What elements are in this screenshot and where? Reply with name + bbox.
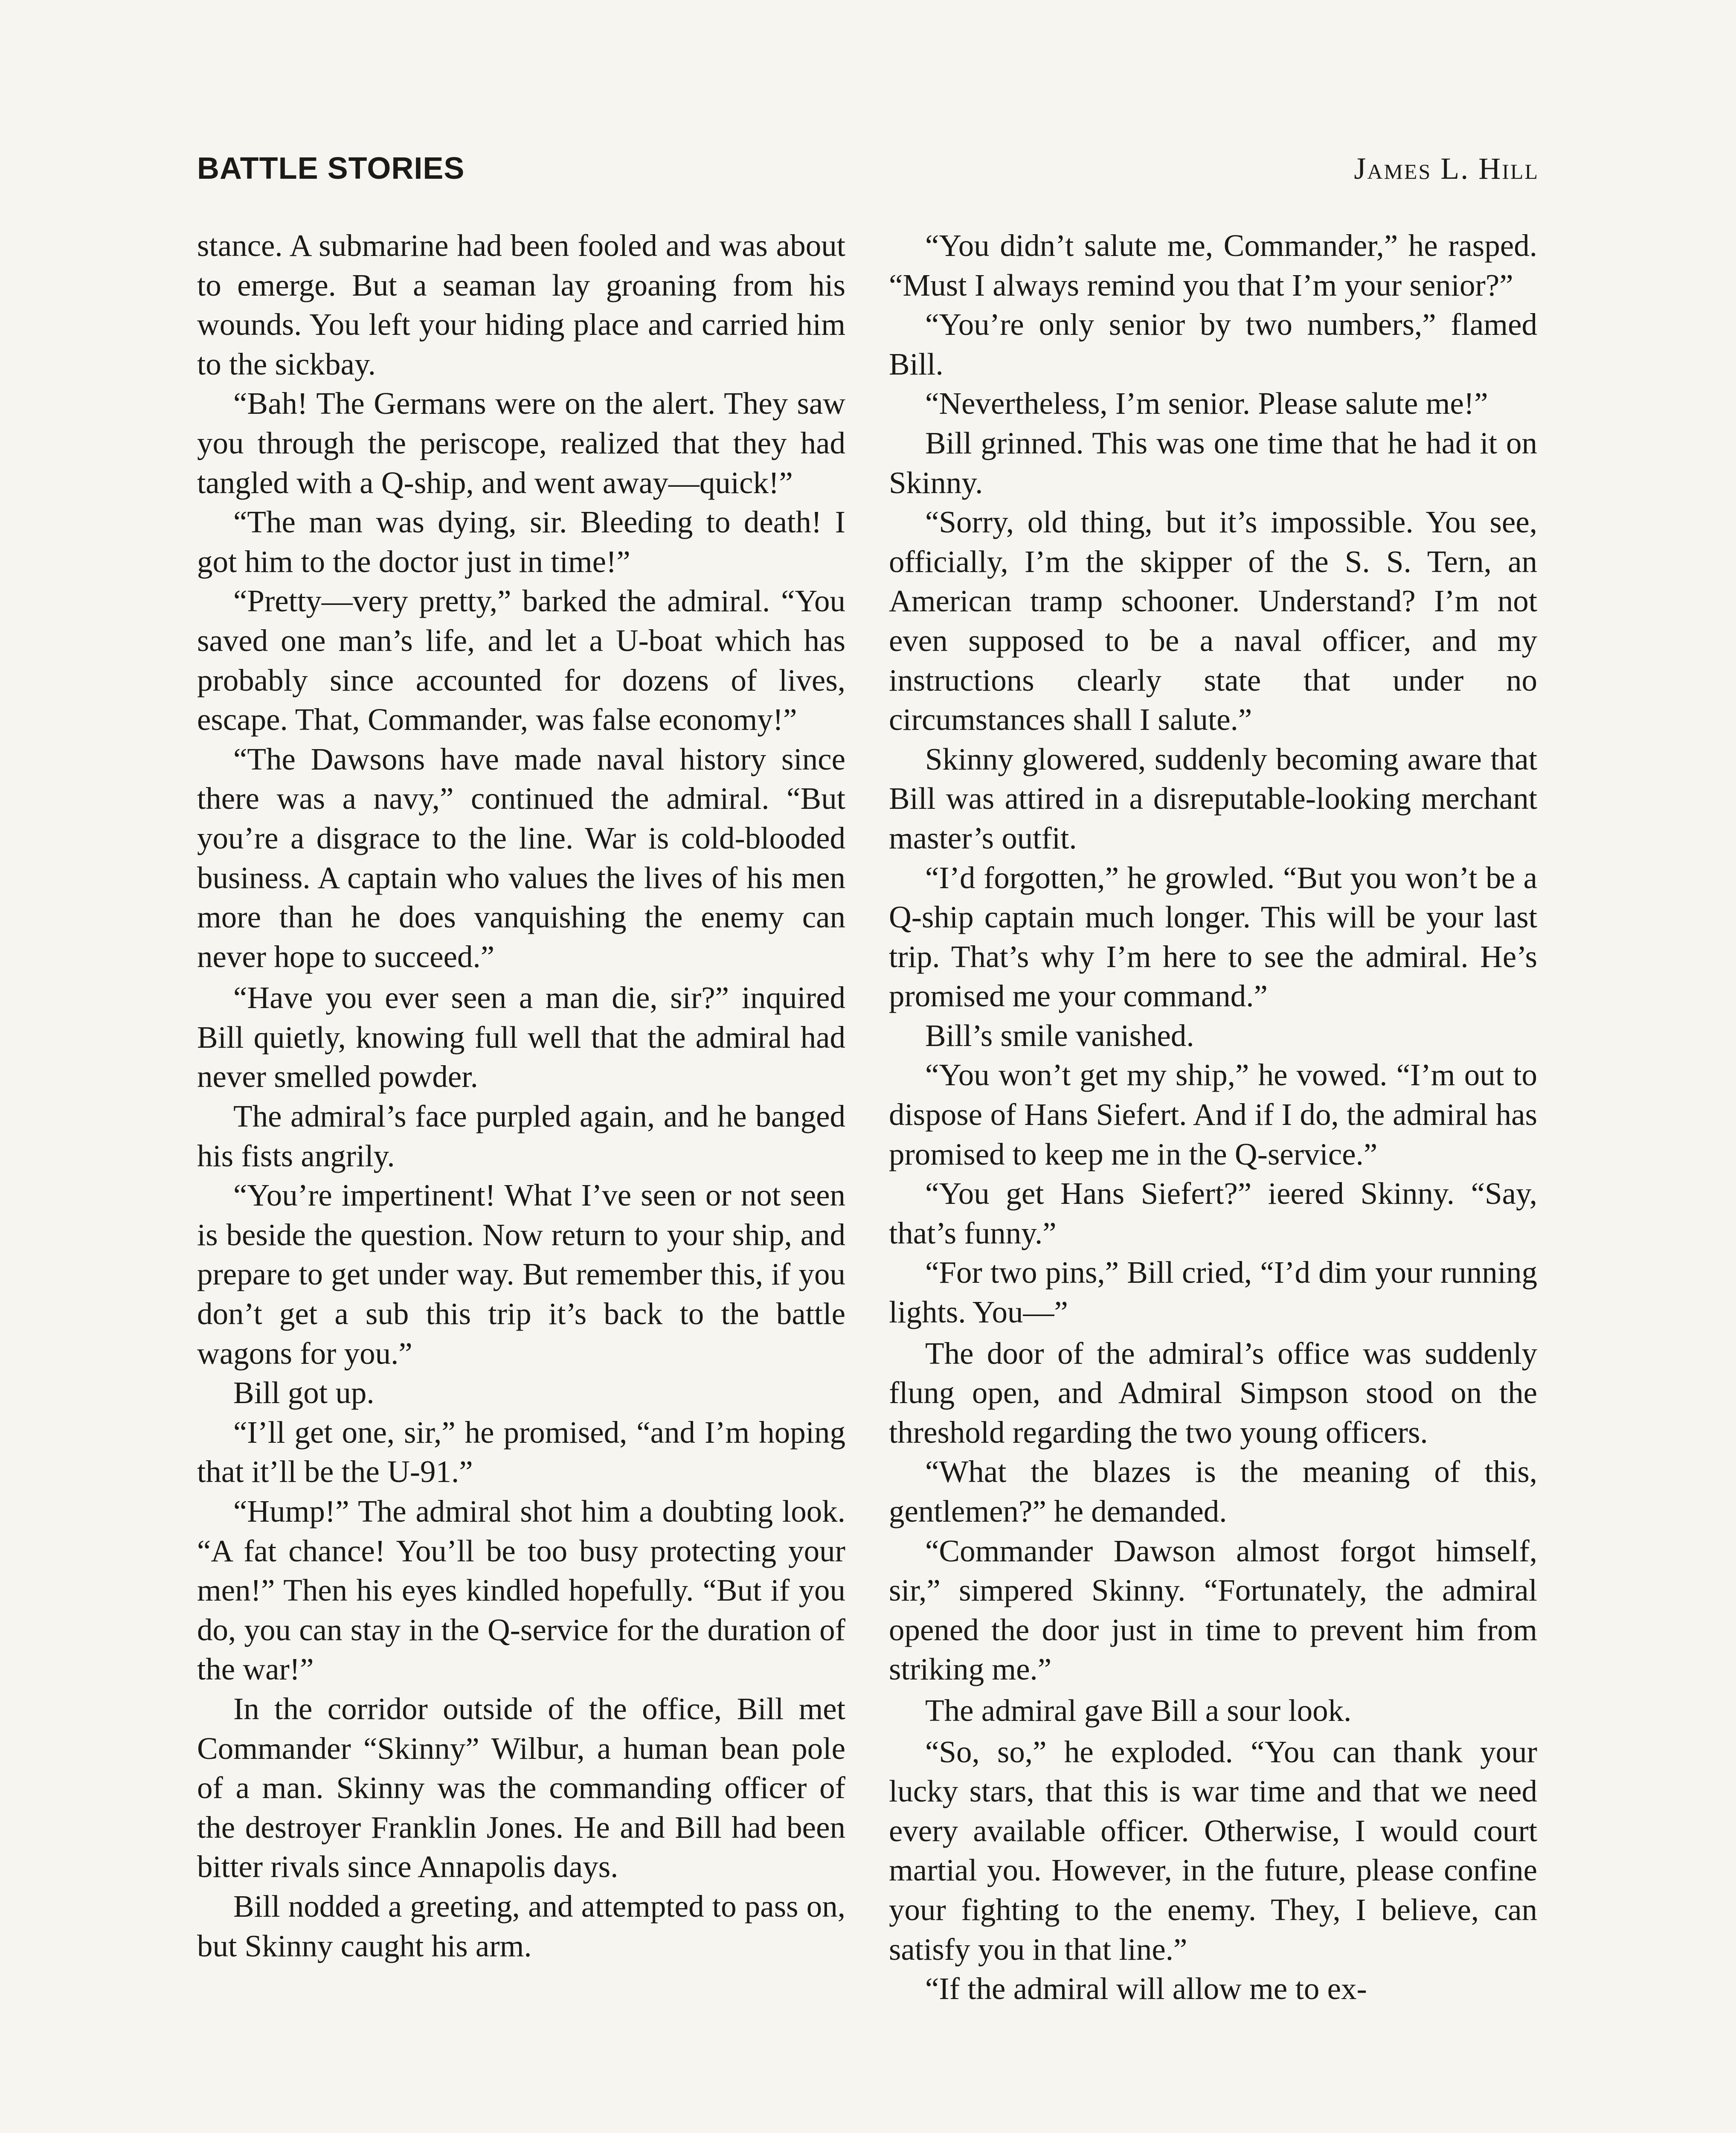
paragraph: In the corridor outside of the office, Bill met Commander “Skinny” Wilbur, a human bean pole of a man. Skinny was the commanding officer of the destroyer Franklin Jones. He and Bill had been bitter rivals since Annapolis days. — [197, 1691, 845, 1884]
paragraph: “So, so,” he exploded. “You can thank your lucky stars, that this is war time and that we need every available officer. Otherwise, I would court martial you. However, in the future, please confine your fighting to the enemy. They, I believe, can satisfy you in that line.” — [889, 1734, 1537, 1967]
paragraph: “Bah! The Germans were on the alert. They saw you through the periscope, realized that they had tangled with a Q-ship, and went away—quick!” — [197, 386, 845, 500]
left-text-column — [197, 226, 845, 1966]
running-header — [197, 145, 1539, 192]
right-text-column — [889, 226, 1537, 2009]
paragraph: The admiral’s face purpled again, and he banged his fists angrily. — [197, 1099, 845, 1173]
paragraph: The admiral gave Bill a sour look. — [925, 1693, 1352, 1728]
paragraph: “What the blazes is the meaning of this, gentlemen?” he demanded. — [889, 1454, 1537, 1529]
paragraph: “You’re impertinent! What I’ve seen or not seen is beside the question. Now return to your ship, and prepare to get under way. But remember this, if you don’t get a sub this trip it’s back to the battle wagons for you.” — [197, 1178, 845, 1371]
paragraph: The door of the admiral’s office was suddenly flung open, and Admiral Simpson stood on the threshold regarding the two young officers. — [889, 1336, 1537, 1450]
paragraph: “You’re only senior by two numbers,” flamed Bill. — [889, 307, 1537, 381]
paragraph: “You get Hans Siefert?” ieered Skinny. “Say, that’s funny.” — [889, 1176, 1537, 1250]
paragraph: “Have you ever seen a man die, sir?” inquired Bill quietly, knowing full well that the admiral had never smelled powder. — [197, 980, 845, 1094]
author-name: James L. Hill — [1354, 151, 1539, 186]
paragraph: Skinny glowered, suddenly becoming aware that Bill was attired in a disreputable-looking merchant master’s outfit. — [889, 741, 1537, 855]
paragraph: “If the admiral will allow me to ex- — [925, 1971, 1367, 2006]
paragraph: Bill’s smile vanished. — [925, 1018, 1194, 1053]
paragraph: Bill nodded a greeting, and attempted to pass on, but Skinny caught his arm. — [197, 1889, 845, 1963]
paragraph: “You won’t get my ship,” he vowed. “I’m out to dispose of Hans Siefert. And if I do, the admiral has promised to keep me in the Q-service.” — [889, 1058, 1537, 1171]
magazine-title: BATTLE STORIES — [197, 151, 465, 186]
paragraph: “Hump!” The admiral shot him a doubting look. “A fat chance! You’ll be too busy protecting your men!” Then his eyes kindled hopefully. “But if you do, you can stay in the Q-service for the duration of the war!” — [197, 1494, 845, 1687]
paragraph: “Sorry, old thing, but it’s impossible. You see, officially, I’m the skipper of the S. S. Tern, an American tramp schooner. Understand? I’m not even supposed to be a naval officer, and my instructions clearly state that under no circumstances shall I salute.” — [889, 505, 1537, 737]
paragraph: “I’d forgotten,” he growled. “But you won’t be a Q-ship captain much longer. This will be your last trip. That’s why I’m here to see the admiral. He’s promised me your command.” — [889, 860, 1537, 1014]
paragraph: “Commander Dawson almost forgot himself, sir,” simpered Skinny. “Fortunately, the admiral opened the door just in time to prevent him from striking me.” — [889, 1533, 1537, 1687]
paragraph: Bill got up. — [233, 1375, 374, 1410]
paragraph: “You didn’t salute me, Commander,” he rasped. “Must I always remind you that I’m your senior?” — [889, 228, 1537, 302]
paragraph: “The man was dying, sir. Bleeding to death! I got him to the doctor just in time!” — [197, 505, 845, 579]
paragraph: “Pretty—very pretty,” barked the admiral. “You saved one man’s life, and let a U-boat which has probably since accounted for dozens of lives, escape. That, Commander, was false economy!” — [197, 584, 845, 737]
paragraph: Bill grinned. This was one time that he had it on Skinny. — [889, 425, 1537, 500]
paragraph: “The Dawsons have made naval history since there was a navy,” continued the admiral. “But you’re a disgrace to the line. War is cold-blooded business. A captain who values the lives of his men more than he does vanquishing the enemy can never hope to succeed.” — [197, 741, 845, 974]
paragraph: “I’ll get one, sir,” he promised, “and I’m hoping that it’ll be the U-91.” — [197, 1415, 845, 1489]
paragraph: “Nevertheless, I’m senior. Please salute me!” — [925, 386, 1488, 421]
paragraph: “For two pins,” Bill cried, “I’d dim your running lights. You—” — [889, 1255, 1537, 1330]
paragraph: stance. A submarine had been fooled and was about to emerge. But a seaman lay groaning from his wounds. You left your hiding place and carried him to the sickbay. — [197, 228, 845, 381]
